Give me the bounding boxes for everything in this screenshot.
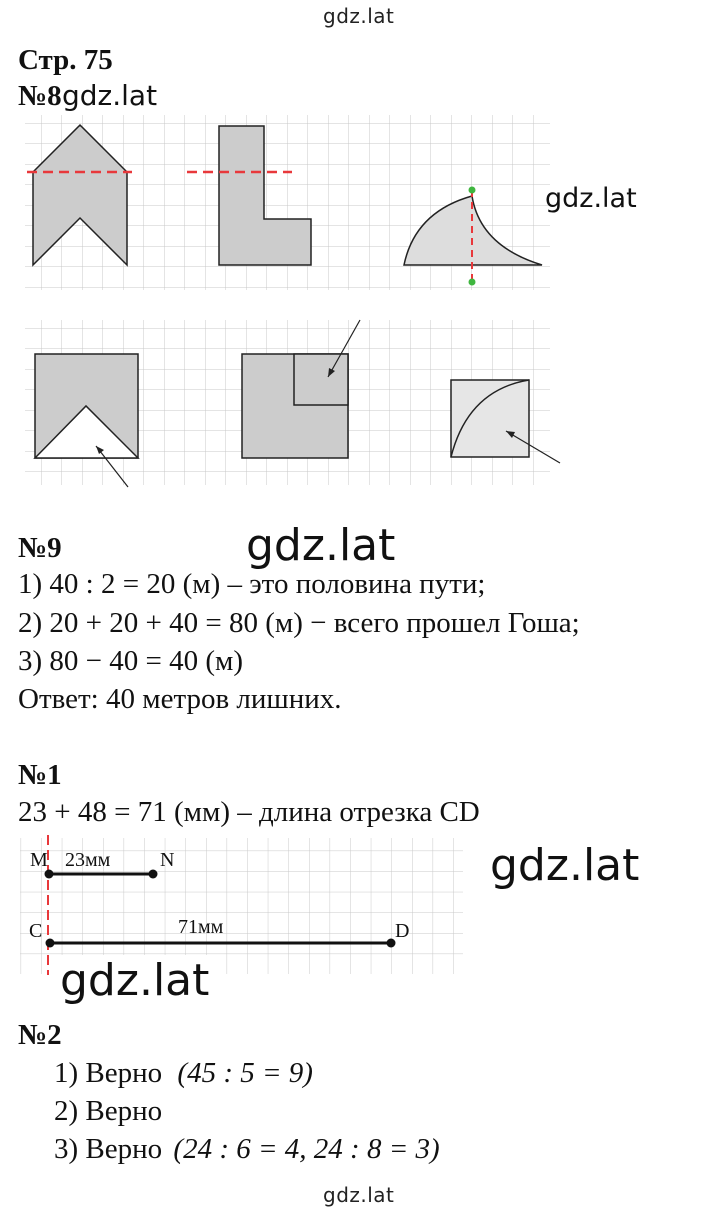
watermark-right: gdz.lat bbox=[545, 183, 637, 214]
point-n bbox=[149, 870, 158, 879]
task1-number: №1 bbox=[18, 759, 62, 791]
watermark-bottom: gdz.lat bbox=[323, 1183, 395, 1207]
task9-line-3: 3) 80 − 40 = 40 (м) bbox=[18, 645, 244, 677]
task2-item-1-note: (45 : 5 = 9) bbox=[177, 1057, 313, 1089]
task2-item-1 bbox=[54, 1056, 313, 1090]
label-d: D bbox=[395, 920, 410, 942]
task8-figures bbox=[0, 0, 720, 500]
page-heading: Стр. 75 bbox=[18, 44, 113, 76]
task2-item-3-label: 3) Верно bbox=[54, 1133, 163, 1165]
task2-number: №2 bbox=[18, 1019, 62, 1051]
watermark-task8: gdz.lat bbox=[62, 79, 158, 112]
label-n: N bbox=[160, 849, 175, 871]
point-marker bbox=[469, 187, 476, 194]
task2-item-1-label: 1) Верно bbox=[54, 1057, 163, 1089]
watermark-top: gdz.lat bbox=[323, 4, 395, 28]
task2-item-3 bbox=[54, 1132, 440, 1166]
figure-inner-square bbox=[294, 354, 348, 405]
task2-item-2-label: 2) Верно bbox=[54, 1095, 163, 1127]
label-c: C bbox=[29, 920, 43, 942]
task9-line-1: 1) 40 : 2 = 20 (м) – это половина пути; bbox=[18, 568, 486, 600]
watermark-task9: gdz.lat bbox=[246, 520, 396, 571]
task9-answer: Ответ: 40 метров лишних. bbox=[18, 683, 342, 715]
task1-equation: 23 + 48 = 71 (мм) – длина отрезка CD bbox=[18, 796, 480, 828]
watermark-task1-bottom: gdz.lat bbox=[52, 955, 217, 1006]
label-cd-length: 71мм bbox=[178, 916, 224, 938]
task2-item-3-note: (24 : 6 = 4, 24 : 8 = 3) bbox=[173, 1133, 440, 1165]
task2-item-2 bbox=[54, 1094, 162, 1128]
task9-line-2: 2) 20 + 20 + 40 = 80 (м) − всего прошел Гоша; bbox=[18, 607, 580, 639]
label-m: M bbox=[30, 849, 48, 871]
figure-square-arc bbox=[451, 380, 529, 457]
label-mn-length: 23мм bbox=[65, 849, 111, 871]
point-marker bbox=[469, 279, 476, 286]
point-c bbox=[46, 939, 55, 948]
task9-number: №9 bbox=[18, 532, 62, 564]
watermark-task1-right: gdz.lat bbox=[490, 840, 640, 891]
task8-number: №8 bbox=[18, 80, 62, 112]
